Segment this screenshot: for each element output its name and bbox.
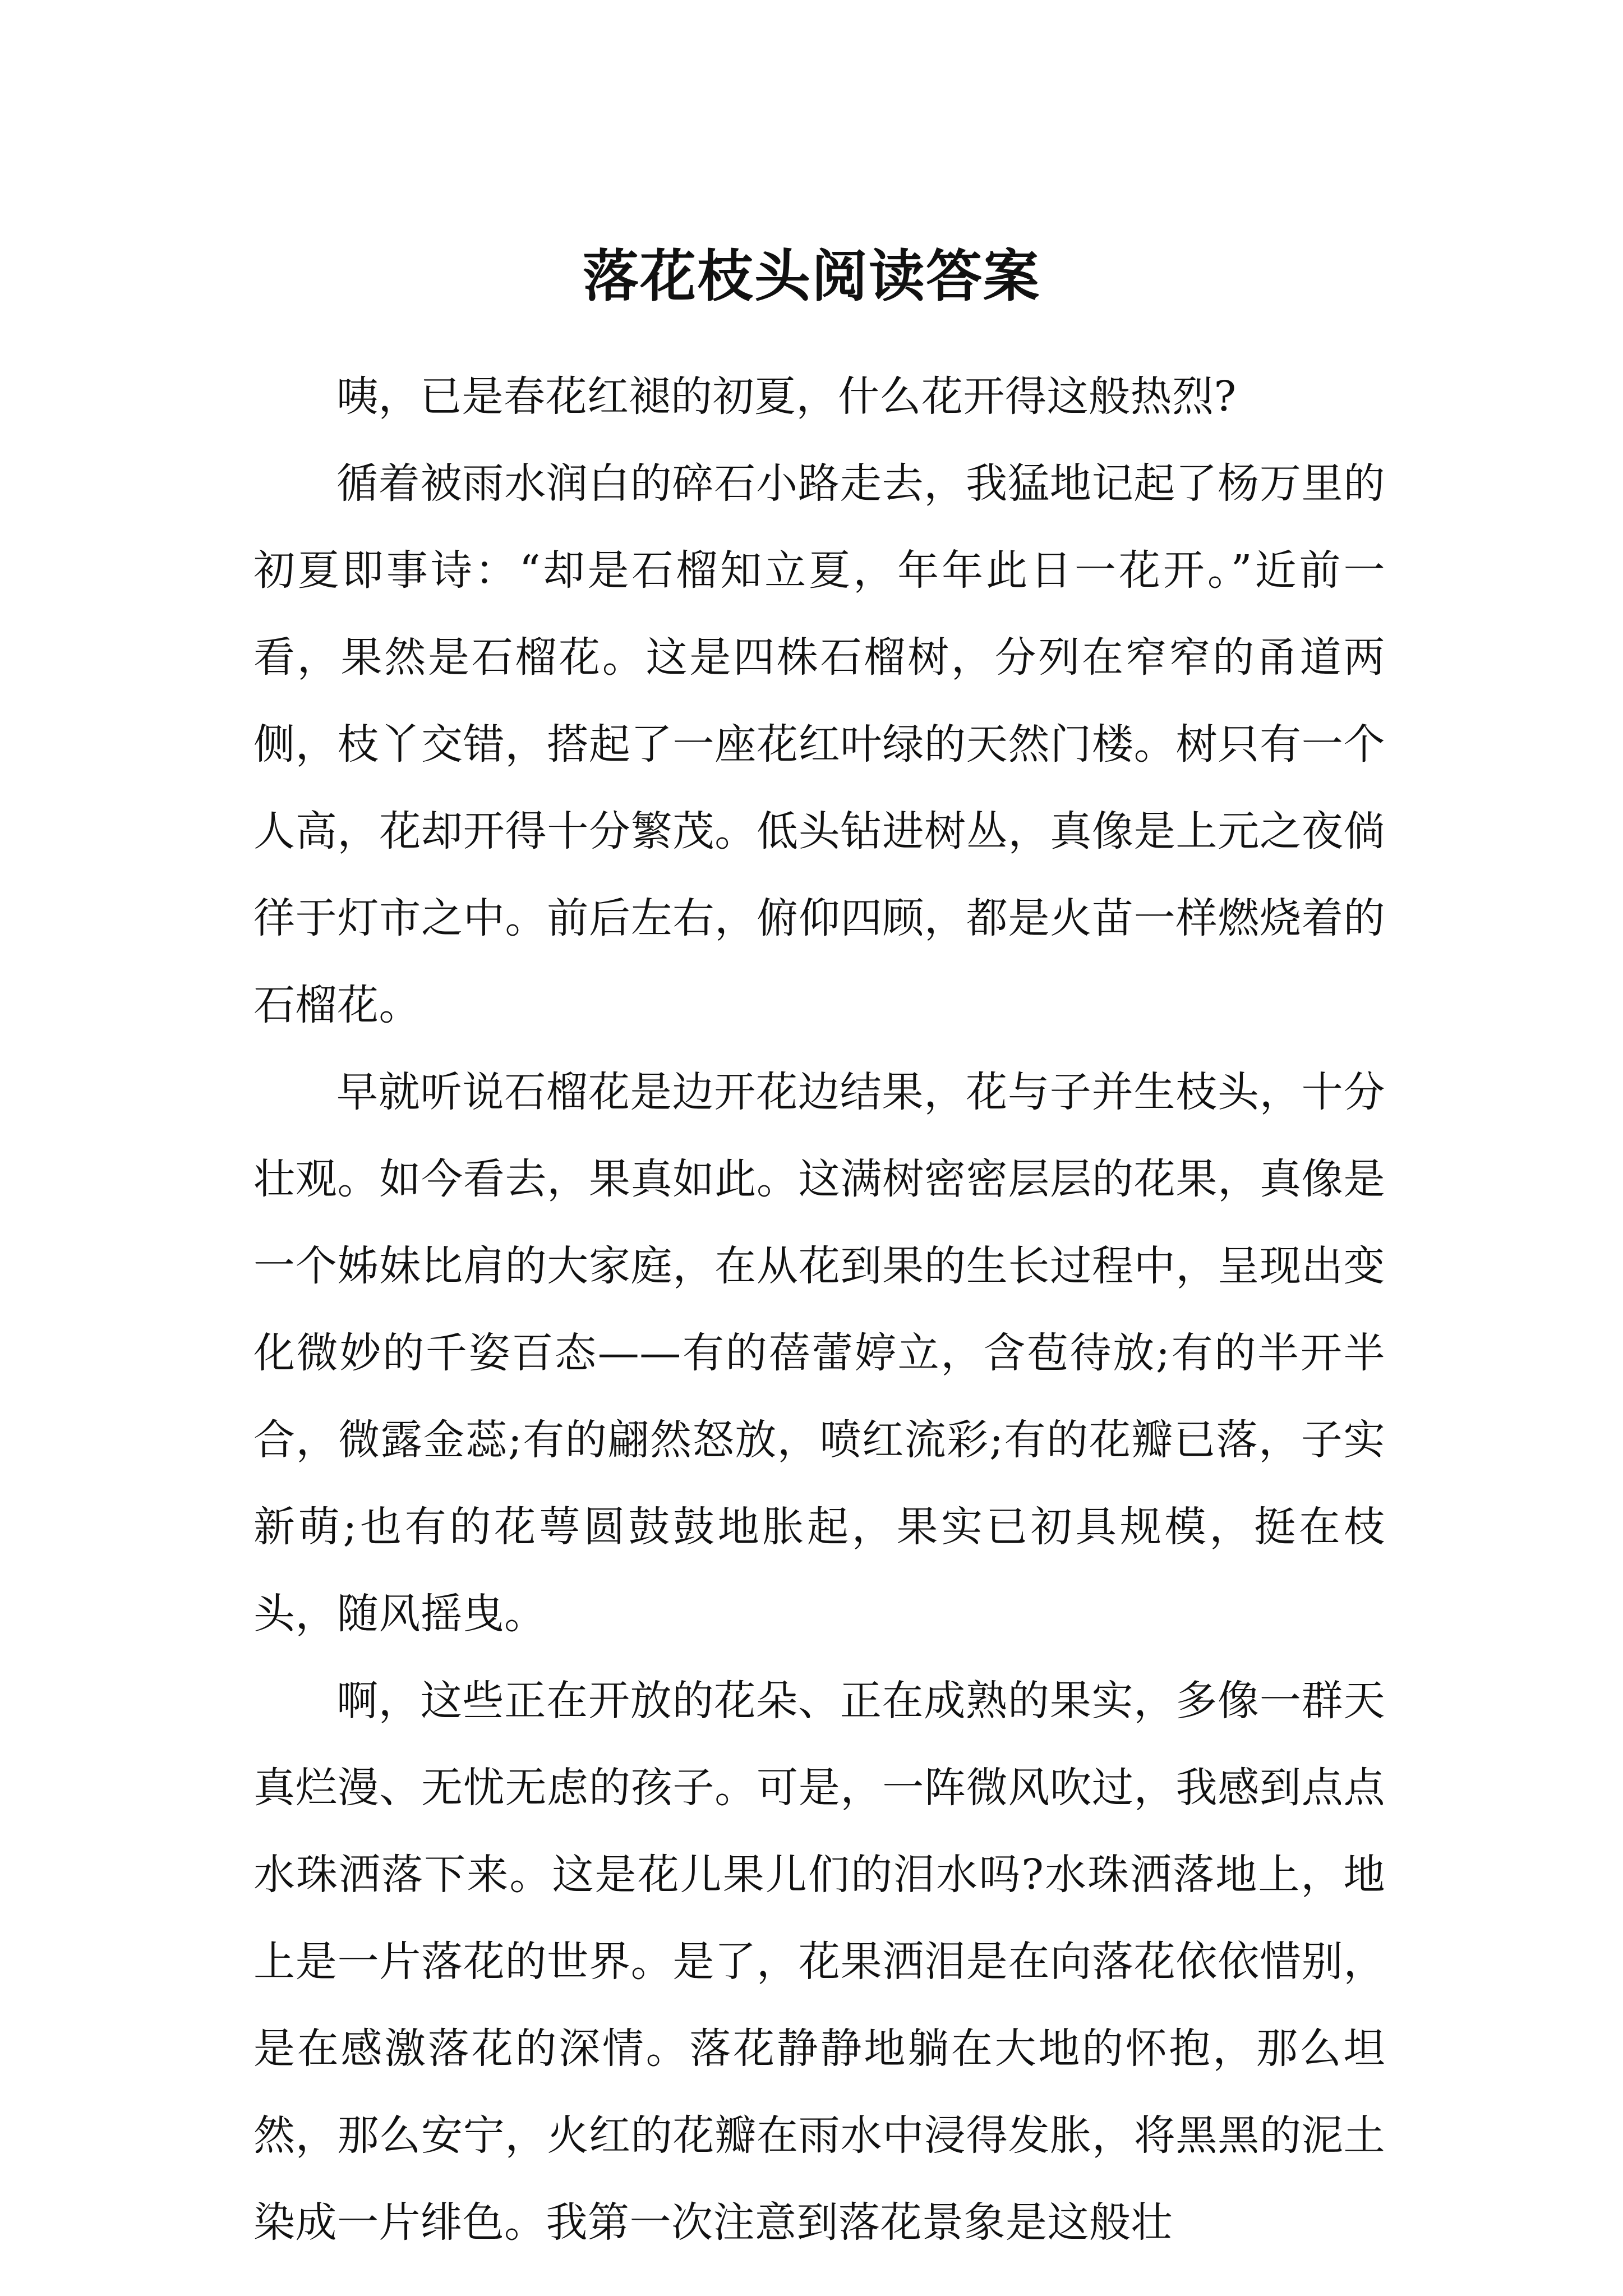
- paragraph-2: 循着被雨水润白的碎石小路走去，我猛地记起了杨万里的初夏即事诗：“却是石榴知立夏，年年此日一花开。”近前一看，果然是石榴花。这是四株石榴树，分列在窄窄的甬道两侧，枝丫交错，搭起了一座花红叶绿的天然门楼。树只有一个人高，花却开得十分繁茂。低头钻进树丛，真像是上元之夜倘徉于灯市之中。前后左右，俯仰四顾，都是火苗一样燃烧着的石榴花。: [253, 459, 1385, 1029]
- paragraph-1: 咦，已是春花红褪的初夏，什么花开得这般热烈?: [336, 372, 1237, 421]
- document-title: 落花枝头阅读答案: [583, 243, 1040, 309]
- document-body: [253, 353, 1385, 2266]
- paragraph-3: 早就听说石榴花是边开花边结果，花与子并生枝头，十分壮观。如今看去，果真如此。这满树密密层层的花果，真像是一个姊妹比肩的大家庭，在从花到果的生长过程中，呈现出变化微妙的千姿百态——有的蓓蕾婷立，含苞待放;有的半开半合，微露金蕊;有的翩然怒放，喷红流彩;有的花瓣已落，子实新萌;也有的花萼圆鼓鼓地胀起，果实已初具规模，挺在枝头，随风摇曳。: [253, 1068, 1385, 1638]
- paragraph-4: 啊，这些正在开放的花朵、正在成熟的果实，多像一群天真烂漫、无忧无虑的孩子。可是，一阵微风吹过，我感到点点水珠洒落下来。这是花儿果儿们的泪水吗?水珠洒落地上，地上是一片落花的世界。是了，花果洒泪是在向落花依依惜别，是在感激落花的深情。落花静静地躺在大地的怀抱，那么坦然，那么安宁，火红的花瓣在雨水中浸得发胀，将黑黑的泥土染成一片绯色。我第一次注意到落花景象是这般壮: [253, 1677, 1385, 2247]
